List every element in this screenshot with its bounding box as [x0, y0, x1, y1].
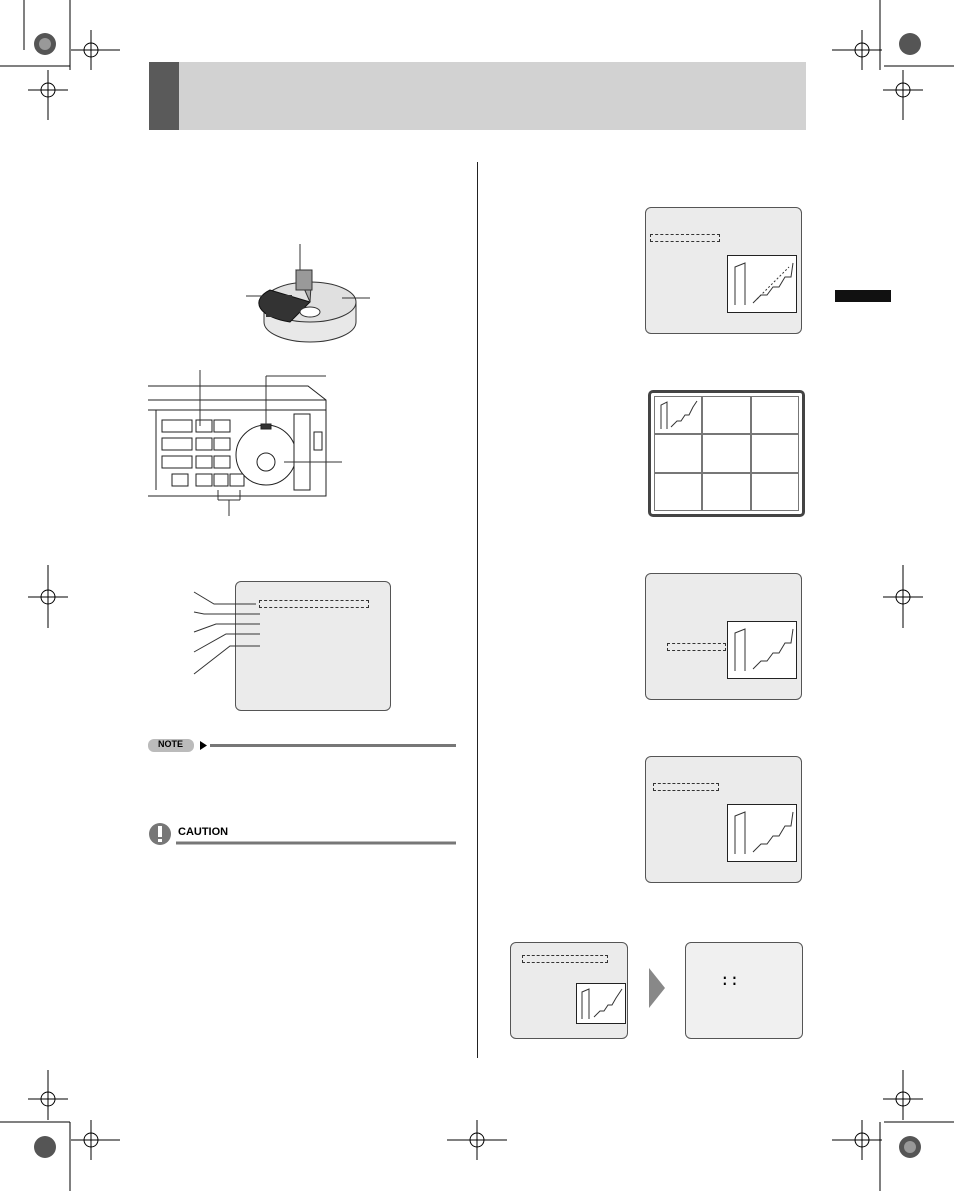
caution-label: CAUTION [178, 826, 229, 838]
section-header-band [149, 62, 806, 130]
screen-5a-text-box [522, 955, 608, 963]
screen-colon-readout: :: [720, 970, 740, 989]
section-header-tab [149, 62, 179, 130]
split-cell-6 [751, 434, 799, 472]
column-divider [477, 162, 478, 1058]
split-cell-2 [702, 396, 750, 434]
menu-highlight-box [259, 600, 369, 608]
device-front-panel [148, 370, 348, 520]
split-cell-9 [751, 473, 799, 511]
screen-1-text-box [650, 234, 720, 242]
note-label: NOTE [158, 739, 184, 749]
camera-image-stairs [727, 255, 797, 313]
split-cell-3 [751, 396, 799, 434]
nine-split-grid [654, 396, 799, 511]
split-cell-7 [654, 473, 702, 511]
split-cell-5 [702, 434, 750, 472]
screen-4-text-box [653, 783, 719, 791]
camera-image-stairs [576, 983, 626, 1024]
split-cell-4 [654, 434, 702, 472]
transition-arrow-icon [649, 968, 665, 1008]
split-cell-1 [654, 396, 702, 434]
split-cell-8 [702, 473, 750, 511]
monitor-screen-5b [685, 942, 803, 1039]
camera-image-stairs [727, 621, 797, 679]
menu-callout-lines [186, 588, 266, 688]
camera-image-stairs [727, 804, 797, 862]
screen-3-text-box [667, 643, 726, 651]
chapter-side-tab [835, 290, 891, 302]
disk-diagram [230, 240, 380, 350]
note-bar [148, 738, 458, 754]
